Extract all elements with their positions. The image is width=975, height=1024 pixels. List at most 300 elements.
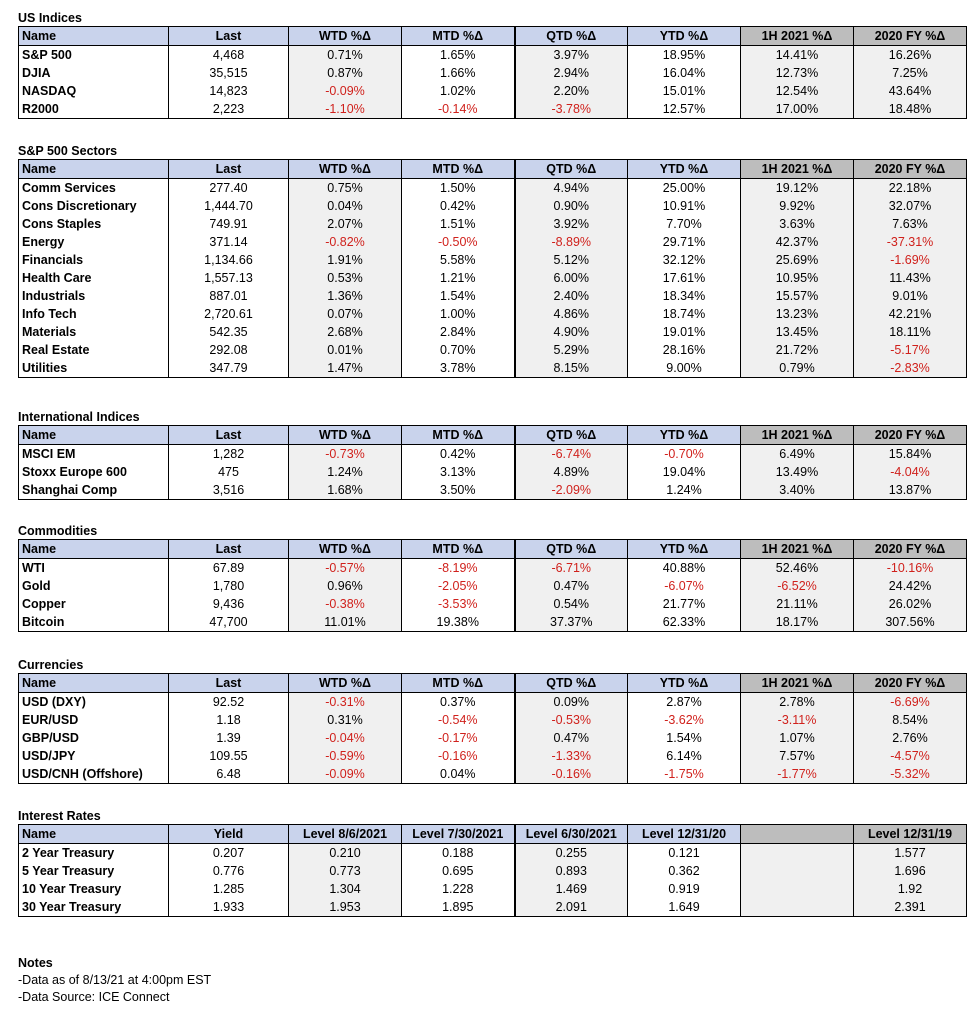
row-label: Cons Discretionary (19, 197, 169, 215)
cell-value: 0.31% (289, 711, 402, 729)
cell-value: 37.37% (515, 613, 628, 632)
cell-value: 43.64% (854, 82, 967, 100)
cell-value: 18.74% (628, 305, 741, 323)
column-header: 1H 2021 %Δ (741, 540, 854, 559)
cell-value: 1.07% (741, 729, 854, 747)
table-row (19, 898, 967, 917)
table-row (19, 862, 967, 880)
cell-value: 18.48% (854, 100, 967, 119)
cell-value (741, 844, 854, 863)
data-table (18, 673, 967, 784)
cell-value: 8.54% (854, 711, 967, 729)
column-header (741, 825, 854, 844)
cell-value: 0.773 (289, 862, 402, 880)
cell-value: 21.77% (628, 595, 741, 613)
cell-value: 2.68% (289, 323, 402, 341)
cell-value: 13.23% (741, 305, 854, 323)
cell-value: 1.18 (169, 711, 289, 729)
notes-line-as-of: -Data as of 8/13/21 at 4:00pm EST (18, 973, 212, 987)
cell-value: 15.84% (854, 445, 967, 464)
cell-value: 1.21% (402, 269, 515, 287)
cell-value: 1.92 (854, 880, 967, 898)
cell-value: 0.121 (628, 844, 741, 863)
header-row (19, 674, 967, 693)
table-row (19, 64, 967, 82)
cell-value: -0.16% (402, 747, 515, 765)
cell-value: -1.75% (628, 765, 741, 784)
cell-value: 0.90% (515, 197, 628, 215)
cell-value: 40.88% (628, 559, 741, 578)
cell-value: 18.17% (741, 613, 854, 632)
cell-value: 16.04% (628, 64, 741, 82)
cell-value: 7.57% (741, 747, 854, 765)
cell-value: -0.16% (515, 765, 628, 784)
cell-value: 2.84% (402, 323, 515, 341)
cell-value: 2.78% (741, 693, 854, 712)
section-title: Interest Rates (18, 809, 101, 823)
cell-value: 277.40 (169, 179, 289, 198)
column-header: 1H 2021 %Δ (741, 27, 854, 46)
column-header: 2020 FY %Δ (854, 426, 967, 445)
table-row (19, 215, 967, 233)
cell-value (741, 880, 854, 898)
cell-value: 32.12% (628, 251, 741, 269)
column-header: MTD %Δ (402, 160, 515, 179)
cell-value: -10.16% (854, 559, 967, 578)
cell-value: 0.42% (402, 445, 515, 464)
cell-value: 52.46% (741, 559, 854, 578)
cell-value: -6.07% (628, 577, 741, 595)
cell-value: 0.207 (169, 844, 289, 863)
cell-value: -6.52% (741, 577, 854, 595)
cell-value: 1.47% (289, 359, 402, 378)
column-header: WTD %Δ (289, 540, 402, 559)
section-interest-rates (18, 808, 966, 917)
cell-value: 9.92% (741, 197, 854, 215)
cell-value: 2,720.61 (169, 305, 289, 323)
cell-value: 18.34% (628, 287, 741, 305)
row-label: WTI (19, 559, 169, 578)
cell-value: 2.40% (515, 287, 628, 305)
cell-value: 17.61% (628, 269, 741, 287)
row-label: Materials (19, 323, 169, 341)
cell-value: 42.37% (741, 233, 854, 251)
cell-value: 1,557.13 (169, 269, 289, 287)
cell-value: 0.01% (289, 341, 402, 359)
row-label: 10 Year Treasury (19, 880, 169, 898)
table-row (19, 269, 967, 287)
cell-value: -1.69% (854, 251, 967, 269)
data-table (18, 824, 967, 917)
header-row (19, 540, 967, 559)
cell-value: 11.43% (854, 269, 967, 287)
cell-value: 92.52 (169, 693, 289, 712)
cell-value: 2.20% (515, 82, 628, 100)
cell-value: 1.469 (515, 880, 628, 898)
row-label: Health Care (19, 269, 169, 287)
cell-value: 5.29% (515, 341, 628, 359)
cell-value: 19.04% (628, 463, 741, 481)
column-header: Level 12/31/20 (628, 825, 741, 844)
cell-value: 6.14% (628, 747, 741, 765)
table-row (19, 445, 967, 464)
cell-value: 1.51% (402, 215, 515, 233)
table-row (19, 82, 967, 100)
cell-value (741, 898, 854, 917)
table-row (19, 711, 967, 729)
cell-value: 12.73% (741, 64, 854, 82)
cell-value: -0.57% (289, 559, 402, 578)
cell-value: 10.91% (628, 197, 741, 215)
section-commodities (18, 523, 966, 632)
table-row (19, 179, 967, 198)
cell-value: 9.00% (628, 359, 741, 378)
cell-value: 1.24% (628, 481, 741, 500)
notes-title: Notes (18, 956, 53, 970)
cell-value: 3.97% (515, 46, 628, 65)
cell-value: 24.42% (854, 577, 967, 595)
cell-value: -1.10% (289, 100, 402, 119)
cell-value: 1.00% (402, 305, 515, 323)
row-label: NASDAQ (19, 82, 169, 100)
cell-value: 0.188 (402, 844, 515, 863)
column-header: QTD %Δ (515, 540, 628, 559)
cell-value: -4.57% (854, 747, 967, 765)
cell-value: 2,223 (169, 100, 289, 119)
cell-value: 0.47% (515, 577, 628, 595)
row-label: Info Tech (19, 305, 169, 323)
cell-value: 0.37% (402, 693, 515, 712)
cell-value: 0.893 (515, 862, 628, 880)
cell-value: 2.94% (515, 64, 628, 82)
cell-value: 2.07% (289, 215, 402, 233)
cell-value: 1.285 (169, 880, 289, 898)
column-header: WTD %Δ (289, 160, 402, 179)
cell-value: 1.933 (169, 898, 289, 917)
table-row (19, 577, 967, 595)
row-label: Cons Staples (19, 215, 169, 233)
cell-value: 0.210 (289, 844, 402, 863)
cell-value: 13.45% (741, 323, 854, 341)
cell-value: 22.18% (854, 179, 967, 198)
table-row (19, 100, 967, 119)
cell-value: 2.091 (515, 898, 628, 917)
cell-value: -1.33% (515, 747, 628, 765)
cell-value: 29.71% (628, 233, 741, 251)
column-header: Name (19, 540, 169, 559)
cell-value: 4.86% (515, 305, 628, 323)
cell-value: 749.91 (169, 215, 289, 233)
cell-value: 32.07% (854, 197, 967, 215)
cell-value: 5.58% (402, 251, 515, 269)
table-row (19, 46, 967, 65)
cell-value: 0.09% (515, 693, 628, 712)
cell-value: 7.63% (854, 215, 967, 233)
cell-value: 1.696 (854, 862, 967, 880)
cell-value: 12.57% (628, 100, 741, 119)
cell-value: 7.70% (628, 215, 741, 233)
cell-value: 2.87% (628, 693, 741, 712)
cell-value: -2.09% (515, 481, 628, 500)
table-row (19, 481, 967, 500)
data-table (18, 26, 967, 119)
header-row (19, 426, 967, 445)
row-label: R2000 (19, 100, 169, 119)
column-header: Last (169, 540, 289, 559)
cell-value: 2.76% (854, 729, 967, 747)
cell-value: 17.00% (741, 100, 854, 119)
cell-value: 4,468 (169, 46, 289, 65)
table-row (19, 729, 967, 747)
row-label: Industrials (19, 287, 169, 305)
cell-value: 4.89% (515, 463, 628, 481)
data-table (18, 539, 967, 632)
cell-value: -0.09% (289, 765, 402, 784)
data-table (18, 425, 967, 500)
column-header: Name (19, 674, 169, 693)
row-label: USD (DXY) (19, 693, 169, 712)
cell-value: 67.89 (169, 559, 289, 578)
cell-value: 19.01% (628, 323, 741, 341)
column-header: 2020 FY %Δ (854, 160, 967, 179)
cell-value: -0.70% (628, 445, 741, 464)
cell-value: -3.78% (515, 100, 628, 119)
section-international-indices (18, 409, 966, 500)
cell-value: 21.11% (741, 595, 854, 613)
cell-value (741, 862, 854, 880)
column-header: QTD %Δ (515, 674, 628, 693)
cell-value: 5.12% (515, 251, 628, 269)
row-label: EUR/USD (19, 711, 169, 729)
table-row (19, 765, 967, 784)
column-header: 1H 2021 %Δ (741, 160, 854, 179)
column-header: WTD %Δ (289, 27, 402, 46)
cell-value: -3.11% (741, 711, 854, 729)
cell-value: 4.94% (515, 179, 628, 198)
table-row (19, 341, 967, 359)
cell-value: 16.26% (854, 46, 967, 65)
cell-value: -37.31% (854, 233, 967, 251)
cell-value: -0.54% (402, 711, 515, 729)
cell-value: 8.15% (515, 359, 628, 378)
cell-value: 1.304 (289, 880, 402, 898)
column-header: Level 7/30/2021 (402, 825, 515, 844)
row-label: DJIA (19, 64, 169, 82)
table-row (19, 359, 967, 378)
cell-value: -0.53% (515, 711, 628, 729)
row-label: S&P 500 (19, 46, 169, 65)
cell-value: 0.54% (515, 595, 628, 613)
column-header: YTD %Δ (628, 674, 741, 693)
column-header: MTD %Δ (402, 674, 515, 693)
column-header: 2020 FY %Δ (854, 674, 967, 693)
section-title: US Indices (18, 11, 82, 25)
cell-value: 3.13% (402, 463, 515, 481)
header-row (19, 160, 967, 179)
column-header: MTD %Δ (402, 540, 515, 559)
cell-value: 18.11% (854, 323, 967, 341)
section-title: S&P 500 Sectors (18, 144, 118, 158)
cell-value: 1,444.70 (169, 197, 289, 215)
cell-value: -1.77% (741, 765, 854, 784)
cell-value: 1,780 (169, 577, 289, 595)
cell-value: 307.56% (854, 613, 967, 632)
cell-value: -0.59% (289, 747, 402, 765)
cell-value: -4.04% (854, 463, 967, 481)
cell-value: 1.02% (402, 82, 515, 100)
cell-value: 0.70% (402, 341, 515, 359)
cell-value: 19.12% (741, 179, 854, 198)
column-header: Level 6/30/2021 (515, 825, 628, 844)
cell-value: -0.04% (289, 729, 402, 747)
cell-value: 0.04% (289, 197, 402, 215)
table-row (19, 463, 967, 481)
cell-value: -2.05% (402, 577, 515, 595)
row-label: Real Estate (19, 341, 169, 359)
cell-value: 1.24% (289, 463, 402, 481)
cell-value: 6.49% (741, 445, 854, 464)
cell-value: -5.17% (854, 341, 967, 359)
cell-value: 0.75% (289, 179, 402, 198)
column-header: QTD %Δ (515, 426, 628, 445)
section-title: International Indices (18, 410, 140, 424)
cell-value: -0.82% (289, 233, 402, 251)
cell-value: 0.362 (628, 862, 741, 880)
table-row (19, 747, 967, 765)
cell-value: -3.53% (402, 595, 515, 613)
cell-value: -6.74% (515, 445, 628, 464)
cell-value: 1.54% (628, 729, 741, 747)
cell-value: 0.919 (628, 880, 741, 898)
cell-value: -8.89% (515, 233, 628, 251)
column-header: Name (19, 825, 169, 844)
cell-value: 0.47% (515, 729, 628, 747)
cell-value: -0.73% (289, 445, 402, 464)
cell-value: 1,282 (169, 445, 289, 464)
row-label: Utilities (19, 359, 169, 378)
cell-value: 15.57% (741, 287, 854, 305)
cell-value: 6.48 (169, 765, 289, 784)
cell-value: -0.17% (402, 729, 515, 747)
cell-value: 475 (169, 463, 289, 481)
cell-value: 18.95% (628, 46, 741, 65)
data-table (18, 159, 967, 378)
cell-value: 0.53% (289, 269, 402, 287)
column-header: Level 8/6/2021 (289, 825, 402, 844)
cell-value: 6.00% (515, 269, 628, 287)
cell-value: 19.38% (402, 613, 515, 632)
cell-value: -0.50% (402, 233, 515, 251)
cell-value: 1.65% (402, 46, 515, 65)
notes-line-source: -Data Source: ICE Connect (18, 990, 170, 1004)
row-label: MSCI EM (19, 445, 169, 464)
cell-value: 3.92% (515, 215, 628, 233)
row-label: Shanghai Comp (19, 481, 169, 500)
column-header: WTD %Δ (289, 426, 402, 445)
cell-value: 1.54% (402, 287, 515, 305)
column-header: YTD %Δ (628, 426, 741, 445)
cell-value: 13.87% (854, 481, 967, 500)
table-row (19, 559, 967, 578)
column-header: MTD %Δ (402, 27, 515, 46)
cell-value: 0.42% (402, 197, 515, 215)
row-label: Bitcoin (19, 613, 169, 632)
cell-value: 3,516 (169, 481, 289, 500)
column-header: 2020 FY %Δ (854, 27, 967, 46)
cell-value: 28.16% (628, 341, 741, 359)
cell-value: 1.66% (402, 64, 515, 82)
table-row (19, 613, 967, 632)
cell-value: 347.79 (169, 359, 289, 378)
cell-value: -0.09% (289, 82, 402, 100)
column-header: QTD %Δ (515, 160, 628, 179)
cell-value: 0.255 (515, 844, 628, 863)
cell-value: 0.79% (741, 359, 854, 378)
cell-value: -0.38% (289, 595, 402, 613)
cell-value: 4.90% (515, 323, 628, 341)
cell-value: 13.49% (741, 463, 854, 481)
cell-value: 35,515 (169, 64, 289, 82)
cell-value: 2.391 (854, 898, 967, 917)
row-label: USD/CNH (Offshore) (19, 765, 169, 784)
row-label: 5 Year Treasury (19, 862, 169, 880)
section-currencies (18, 657, 966, 784)
cell-value: 0.96% (289, 577, 402, 595)
cell-value: 0.87% (289, 64, 402, 82)
cell-value: 26.02% (854, 595, 967, 613)
cell-value: 1.577 (854, 844, 967, 863)
cell-value: 371.14 (169, 233, 289, 251)
table-row (19, 693, 967, 712)
cell-value: 15.01% (628, 82, 741, 100)
row-label: USD/JPY (19, 747, 169, 765)
row-label: GBP/USD (19, 729, 169, 747)
cell-value: 12.54% (741, 82, 854, 100)
cell-value: -5.32% (854, 765, 967, 784)
column-header: Last (169, 674, 289, 693)
cell-value: 1.91% (289, 251, 402, 269)
section-title: Commodities (18, 524, 98, 538)
column-header: Last (169, 160, 289, 179)
cell-value: 14,823 (169, 82, 289, 100)
cell-value: 25.69% (741, 251, 854, 269)
notes (18, 955, 211, 1006)
cell-value: 1.228 (402, 880, 515, 898)
column-header: Yield (169, 825, 289, 844)
cell-value: 1.39 (169, 729, 289, 747)
column-header: MTD %Δ (402, 426, 515, 445)
column-header: 2020 FY %Δ (854, 540, 967, 559)
section-s-p-500-sectors (18, 143, 966, 378)
cell-value: 11.01% (289, 613, 402, 632)
cell-value: 1.50% (402, 179, 515, 198)
cell-value: 1,134.66 (169, 251, 289, 269)
table-row (19, 844, 967, 863)
cell-value: 21.72% (741, 341, 854, 359)
cell-value: 42.21% (854, 305, 967, 323)
cell-value: 9.01% (854, 287, 967, 305)
table-row (19, 305, 967, 323)
cell-value: 47,700 (169, 613, 289, 632)
cell-value: 3.78% (402, 359, 515, 378)
table-row (19, 323, 967, 341)
cell-value: 1.36% (289, 287, 402, 305)
column-header: 1H 2021 %Δ (741, 674, 854, 693)
row-label: Energy (19, 233, 169, 251)
cell-value: 0.04% (402, 765, 515, 784)
cell-value: 25.00% (628, 179, 741, 198)
cell-value: 0.07% (289, 305, 402, 323)
